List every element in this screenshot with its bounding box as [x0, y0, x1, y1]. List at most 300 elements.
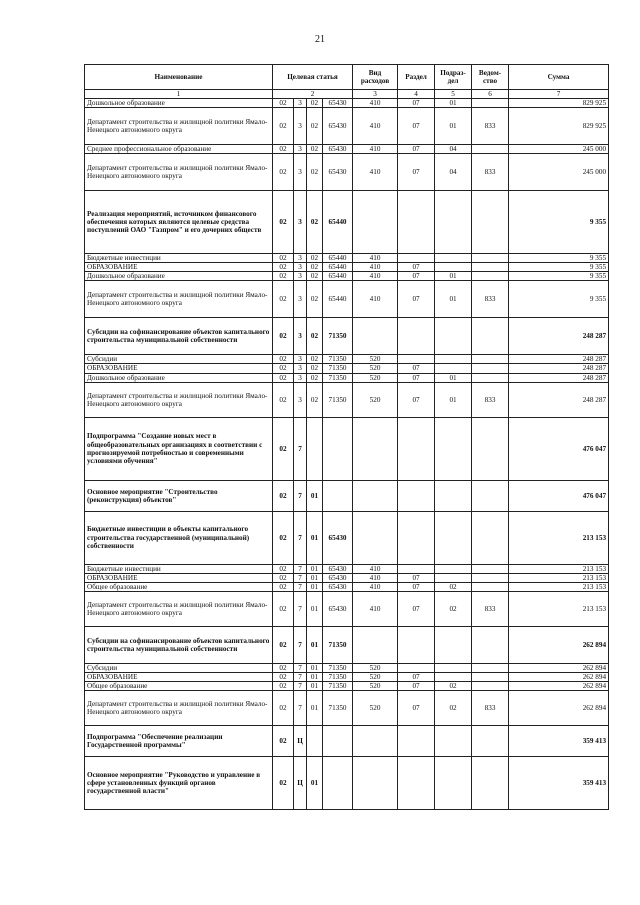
header-sum: Сумма	[509, 65, 609, 90]
row-name: Субсидии на софинансирование объектов капитального строительства муниципальной собственности	[85, 626, 273, 663]
section-code: 07	[398, 145, 435, 154]
table-row	[85, 626, 609, 663]
target-code-direction	[323, 480, 353, 511]
target-code-direction: 71350	[323, 690, 353, 725]
target-code-direction: 65430	[323, 582, 353, 591]
amount: 213 153	[509, 582, 609, 591]
target-code-event: 02	[307, 254, 323, 263]
row-name: Основное мероприятие "Руководство и управление в сфере установленных функций органов государственной власти"	[85, 756, 273, 809]
target-code-subprogram: 7	[294, 573, 307, 582]
table-row	[85, 281, 609, 318]
subsection-code	[435, 480, 472, 511]
expense-type: 520	[353, 364, 398, 373]
target-code-subprogram: 3	[294, 355, 307, 364]
table-row	[85, 690, 609, 725]
table-row	[85, 145, 609, 154]
target-code-event: 01	[307, 756, 323, 809]
department-code	[472, 373, 509, 382]
amount: 213 153	[509, 564, 609, 573]
department-code: 833	[472, 108, 509, 145]
header-section: Раздел	[398, 65, 435, 90]
table-body	[85, 99, 609, 810]
amount: 248 287	[509, 364, 609, 373]
target-code-direction: 65440	[323, 263, 353, 272]
header-type: Вид расходов	[353, 65, 398, 90]
row-name: Дошкольное образование	[85, 99, 273, 108]
expense-type: 520	[353, 690, 398, 725]
section-code: 07	[398, 364, 435, 373]
department-code	[472, 725, 509, 756]
target-code-subprogram: 7	[294, 582, 307, 591]
target-code-subprogram: 3	[294, 382, 307, 417]
column-number: 7	[509, 90, 609, 99]
subsection-code: 02	[435, 582, 472, 591]
section-code	[398, 725, 435, 756]
table-row	[85, 480, 609, 511]
expense-type: 410	[353, 573, 398, 582]
target-code-event: 02	[307, 99, 323, 108]
target-code-direction: 65430	[323, 145, 353, 154]
target-code-subprogram: 7	[294, 417, 307, 480]
section-code: 07	[398, 573, 435, 582]
section-code: 07	[398, 99, 435, 108]
target-code-direction: 71350	[323, 373, 353, 382]
amount: 476 047	[509, 417, 609, 480]
expense-type: 410	[353, 263, 398, 272]
department-code	[472, 145, 509, 154]
expense-type	[353, 626, 398, 663]
expense-type	[353, 725, 398, 756]
department-code	[472, 263, 509, 272]
target-code-direction: 71350	[323, 364, 353, 373]
header-dept: Ведом-ство	[472, 65, 509, 90]
section-code: 07	[398, 690, 435, 725]
department-code	[472, 672, 509, 681]
amount: 245 000	[509, 154, 609, 191]
row-name: Среднее профессиональное образование	[85, 145, 273, 154]
row-name: Субсидии на софинансирование объектов капитального строительства муниципальной собственности	[85, 318, 273, 355]
subsection-code: 01	[435, 99, 472, 108]
row-name: Общее образование	[85, 681, 273, 690]
row-name: Департамент строительства и жилищной политики Ямало-Ненецкого автономного округа	[85, 382, 273, 417]
department-code	[472, 582, 509, 591]
row-name: Основное мероприятие "Строительство (реконструкция) объектов"	[85, 480, 273, 511]
target-code-program: 02	[273, 591, 294, 626]
subsection-code: 01	[435, 382, 472, 417]
amount: 245 000	[509, 145, 609, 154]
table-row	[85, 355, 609, 364]
subsection-code: 02	[435, 591, 472, 626]
target-code-subprogram: 3	[294, 318, 307, 355]
row-name: ОБРАЗОВАНИЕ	[85, 263, 273, 272]
department-code	[472, 663, 509, 672]
amount: 9 355	[509, 191, 609, 254]
target-code-direction: 65430	[323, 99, 353, 108]
target-code-subprogram: Ц	[294, 725, 307, 756]
target-code-subprogram: 7	[294, 591, 307, 626]
target-code-program: 02	[273, 672, 294, 681]
subsection-code	[435, 191, 472, 254]
department-code: 833	[472, 281, 509, 318]
row-name: Дошкольное образование	[85, 272, 273, 281]
target-code-event: 01	[307, 591, 323, 626]
table-row	[85, 99, 609, 108]
expense-type: 410	[353, 281, 398, 318]
expense-type	[353, 417, 398, 480]
amount: 262 894	[509, 690, 609, 725]
table-row	[85, 318, 609, 355]
target-code-subprogram: 3	[294, 99, 307, 108]
target-code-subprogram: Ц	[294, 756, 307, 809]
target-code-event: 02	[307, 364, 323, 373]
target-code-program: 02	[273, 263, 294, 272]
subsection-code: 04	[435, 145, 472, 154]
expense-type	[353, 191, 398, 254]
budget-table	[84, 64, 609, 810]
row-name: Дошкольное образование	[85, 373, 273, 382]
table-row	[85, 191, 609, 254]
target-code-program: 02	[273, 511, 294, 564]
department-code: 833	[472, 690, 509, 725]
target-code-event: 01	[307, 480, 323, 511]
amount: 262 894	[509, 626, 609, 663]
subsection-code: 01	[435, 281, 472, 318]
target-code-subprogram: 3	[294, 145, 307, 154]
target-code-subprogram: 3	[294, 154, 307, 191]
section-code	[398, 417, 435, 480]
expense-type: 520	[353, 355, 398, 364]
table-row	[85, 725, 609, 756]
section-code	[398, 564, 435, 573]
column-number: 6	[472, 90, 509, 99]
target-code-program: 02	[273, 725, 294, 756]
target-code-event: 01	[307, 582, 323, 591]
target-code-program: 02	[273, 281, 294, 318]
subsection-code: 01	[435, 373, 472, 382]
subsection-code	[435, 355, 472, 364]
section-code	[398, 626, 435, 663]
section-code	[398, 511, 435, 564]
table-row	[85, 154, 609, 191]
column-number: 2	[273, 90, 353, 99]
amount: 262 894	[509, 681, 609, 690]
section-code	[398, 756, 435, 809]
section-code: 07	[398, 154, 435, 191]
target-code-subprogram: 3	[294, 373, 307, 382]
target-code-direction	[323, 417, 353, 480]
target-code-program: 02	[273, 108, 294, 145]
row-name: Субсидии	[85, 663, 273, 672]
subsection-code	[435, 263, 472, 272]
target-code-event: 02	[307, 145, 323, 154]
table-row	[85, 417, 609, 480]
row-name: Департамент строительства и жилищной политики Ямало-Ненецкого автономного округа	[85, 154, 273, 191]
target-code-subprogram: 3	[294, 263, 307, 272]
table-row	[85, 382, 609, 417]
target-code-direction: 71350	[323, 681, 353, 690]
target-code-subprogram: 3	[294, 281, 307, 318]
column-number-row	[85, 90, 609, 99]
target-code-event	[307, 725, 323, 756]
header-subsection: Подраз-дел	[435, 65, 472, 90]
row-name: Департамент строительства и жилищной политики Ямало-Ненецкого автономного округа	[85, 108, 273, 145]
target-code-program: 02	[273, 663, 294, 672]
expense-type: 410	[353, 154, 398, 191]
target-code-direction: 71350	[323, 318, 353, 355]
department-code	[472, 254, 509, 263]
section-code: 07	[398, 281, 435, 318]
department-code	[472, 564, 509, 573]
target-code-direction: 65430	[323, 511, 353, 564]
expense-type: 410	[353, 254, 398, 263]
table-row	[85, 272, 609, 281]
table-row	[85, 681, 609, 690]
target-code-program: 02	[273, 145, 294, 154]
target-code-event: 01	[307, 672, 323, 681]
subsection-code: 01	[435, 272, 472, 281]
subsection-code	[435, 511, 472, 564]
section-code: 07	[398, 272, 435, 281]
column-number: 4	[398, 90, 435, 99]
subsection-code	[435, 626, 472, 663]
target-code-subprogram: 7	[294, 681, 307, 690]
amount: 359 413	[509, 756, 609, 809]
expense-type: 520	[353, 681, 398, 690]
section-code: 07	[398, 681, 435, 690]
amount: 248 287	[509, 355, 609, 364]
target-code-program: 02	[273, 480, 294, 511]
amount: 213 153	[509, 573, 609, 582]
table-row	[85, 756, 609, 809]
target-code-event	[307, 417, 323, 480]
amount: 248 287	[509, 318, 609, 355]
target-code-program: 02	[273, 573, 294, 582]
department-code	[472, 364, 509, 373]
row-name: Субсидии	[85, 355, 273, 364]
target-code-program: 02	[273, 99, 294, 108]
subsection-code	[435, 663, 472, 672]
row-name: ОБРАЗОВАНИЕ	[85, 364, 273, 373]
target-code-program: 02	[273, 318, 294, 355]
table-row	[85, 672, 609, 681]
expense-type	[353, 318, 398, 355]
amount: 829 925	[509, 99, 609, 108]
table-row	[85, 663, 609, 672]
target-code-direction: 65430	[323, 591, 353, 626]
target-code-direction: 65430	[323, 108, 353, 145]
department-code	[472, 480, 509, 511]
department-code: 833	[472, 591, 509, 626]
department-code	[472, 417, 509, 480]
column-number: 3	[353, 90, 398, 99]
row-name: ОБРАЗОВАНИЕ	[85, 672, 273, 681]
section-code	[398, 191, 435, 254]
department-code	[472, 511, 509, 564]
subsection-code	[435, 672, 472, 681]
target-code-event: 01	[307, 681, 323, 690]
target-code-subprogram: 3	[294, 191, 307, 254]
subsection-code	[435, 573, 472, 582]
section-code	[398, 254, 435, 263]
amount: 9 355	[509, 254, 609, 263]
target-code-program: 02	[273, 582, 294, 591]
target-code-event: 02	[307, 281, 323, 318]
target-code-direction: 71350	[323, 663, 353, 672]
target-code-direction: 65430	[323, 573, 353, 582]
row-name: Реализация мероприятий, источником финансового обеспечения которых являются целевые средства поступлений ОАО "Газпром" и его дочерних обществ	[85, 191, 273, 254]
expense-type: 410	[353, 564, 398, 573]
section-code	[398, 355, 435, 364]
section-code	[398, 480, 435, 511]
header-target: Целевая статья	[273, 65, 353, 90]
row-name: Подпрограмма "Обеспечение реализации Государственной программы"	[85, 725, 273, 756]
target-code-event: 01	[307, 690, 323, 725]
amount: 9 355	[509, 281, 609, 318]
expense-type: 410	[353, 145, 398, 154]
target-code-event: 02	[307, 272, 323, 281]
target-code-direction: 65440	[323, 254, 353, 263]
page-number: 21	[315, 34, 325, 45]
target-code-subprogram: 7	[294, 690, 307, 725]
department-code	[472, 272, 509, 281]
table-row	[85, 373, 609, 382]
target-code-program: 02	[273, 382, 294, 417]
target-code-subprogram: 3	[294, 272, 307, 281]
subsection-code: 02	[435, 690, 472, 725]
target-code-event: 01	[307, 573, 323, 582]
target-code-event: 01	[307, 663, 323, 672]
target-code-subprogram: 7	[294, 663, 307, 672]
target-code-subprogram: 7	[294, 564, 307, 573]
section-code: 07	[398, 108, 435, 145]
department-code: 833	[472, 154, 509, 191]
target-code-program: 02	[273, 681, 294, 690]
expense-type	[353, 511, 398, 564]
target-code-subprogram: 7	[294, 511, 307, 564]
department-code	[472, 191, 509, 254]
amount: 359 413	[509, 725, 609, 756]
expense-type: 520	[353, 373, 398, 382]
table-row	[85, 263, 609, 272]
target-code-program: 02	[273, 272, 294, 281]
expense-type: 410	[353, 582, 398, 591]
section-code: 07	[398, 373, 435, 382]
amount: 9 355	[509, 263, 609, 272]
row-name: Департамент строительства и жилищной политики Ямало-Ненецкого автономного округа	[85, 591, 273, 626]
target-code-direction	[323, 756, 353, 809]
expense-type: 410	[353, 591, 398, 626]
subsection-code	[435, 564, 472, 573]
target-code-program: 02	[273, 626, 294, 663]
target-code-program: 02	[273, 417, 294, 480]
target-code-event: 02	[307, 318, 323, 355]
target-code-subprogram: 7	[294, 626, 307, 663]
section-code: 07	[398, 591, 435, 626]
target-code-program: 02	[273, 154, 294, 191]
target-code-direction: 65430	[323, 154, 353, 191]
target-code-program: 02	[273, 254, 294, 263]
subsection-code: 01	[435, 108, 472, 145]
row-name: ОБРАЗОВАНИЕ	[85, 573, 273, 582]
subsection-code	[435, 725, 472, 756]
expense-type: 410	[353, 99, 398, 108]
target-code-event: 01	[307, 564, 323, 573]
section-code: 07	[398, 582, 435, 591]
amount: 262 894	[509, 672, 609, 681]
target-code-program: 02	[273, 564, 294, 573]
target-code-program: 02	[273, 756, 294, 809]
target-code-direction: 71350	[323, 382, 353, 417]
department-code	[472, 573, 509, 582]
section-code: 07	[398, 672, 435, 681]
target-code-subprogram: 3	[294, 254, 307, 263]
department-code	[472, 99, 509, 108]
section-code: 07	[398, 263, 435, 272]
table-row	[85, 582, 609, 591]
table-row	[85, 511, 609, 564]
target-code-direction: 71350	[323, 672, 353, 681]
row-name: Бюджетные инвестиции	[85, 564, 273, 573]
target-code-direction	[323, 725, 353, 756]
target-code-event: 02	[307, 154, 323, 191]
target-code-direction: 71350	[323, 355, 353, 364]
header-name: Наименование	[85, 65, 273, 90]
amount: 829 925	[509, 108, 609, 145]
subsection-code	[435, 417, 472, 480]
header-row	[85, 65, 609, 90]
subsection-code	[435, 364, 472, 373]
target-code-program: 02	[273, 690, 294, 725]
target-code-subprogram: 7	[294, 672, 307, 681]
target-code-subprogram: 3	[294, 108, 307, 145]
subsection-code: 02	[435, 681, 472, 690]
department-code	[472, 756, 509, 809]
table-row	[85, 564, 609, 573]
row-name: Департамент строительства и жилищной политики Ямало-Ненецкого автономного округа	[85, 690, 273, 725]
expense-type: 520	[353, 663, 398, 672]
amount: 213 153	[509, 511, 609, 564]
expense-type	[353, 756, 398, 809]
section-code: 07	[398, 382, 435, 417]
column-number: 5	[435, 90, 472, 99]
department-code	[472, 355, 509, 364]
row-name: Общее образование	[85, 582, 273, 591]
amount: 248 287	[509, 382, 609, 417]
target-code-direction: 65440	[323, 281, 353, 318]
amount: 9 355	[509, 272, 609, 281]
column-number: 1	[85, 90, 273, 99]
subsection-code	[435, 254, 472, 263]
target-code-event: 02	[307, 263, 323, 272]
expense-type: 410	[353, 108, 398, 145]
target-code-program: 02	[273, 355, 294, 364]
expense-type: 410	[353, 272, 398, 281]
target-code-direction: 65440	[323, 272, 353, 281]
table-row	[85, 573, 609, 582]
row-name: Департамент строительства и жилищной политики Ямало-Ненецкого автономного округа	[85, 281, 273, 318]
row-name: Бюджетные инвестиции в объекты капитального строительства государственной (муниципальной) собственности	[85, 511, 273, 564]
target-code-event: 01	[307, 626, 323, 663]
expense-type: 520	[353, 672, 398, 681]
table-row	[85, 108, 609, 145]
target-code-direction: 71350	[323, 626, 353, 663]
target-code-program: 02	[273, 364, 294, 373]
amount: 248 287	[509, 373, 609, 382]
amount: 476 047	[509, 480, 609, 511]
subsection-code: 04	[435, 154, 472, 191]
target-code-program: 02	[273, 373, 294, 382]
target-code-program: 02	[273, 191, 294, 254]
